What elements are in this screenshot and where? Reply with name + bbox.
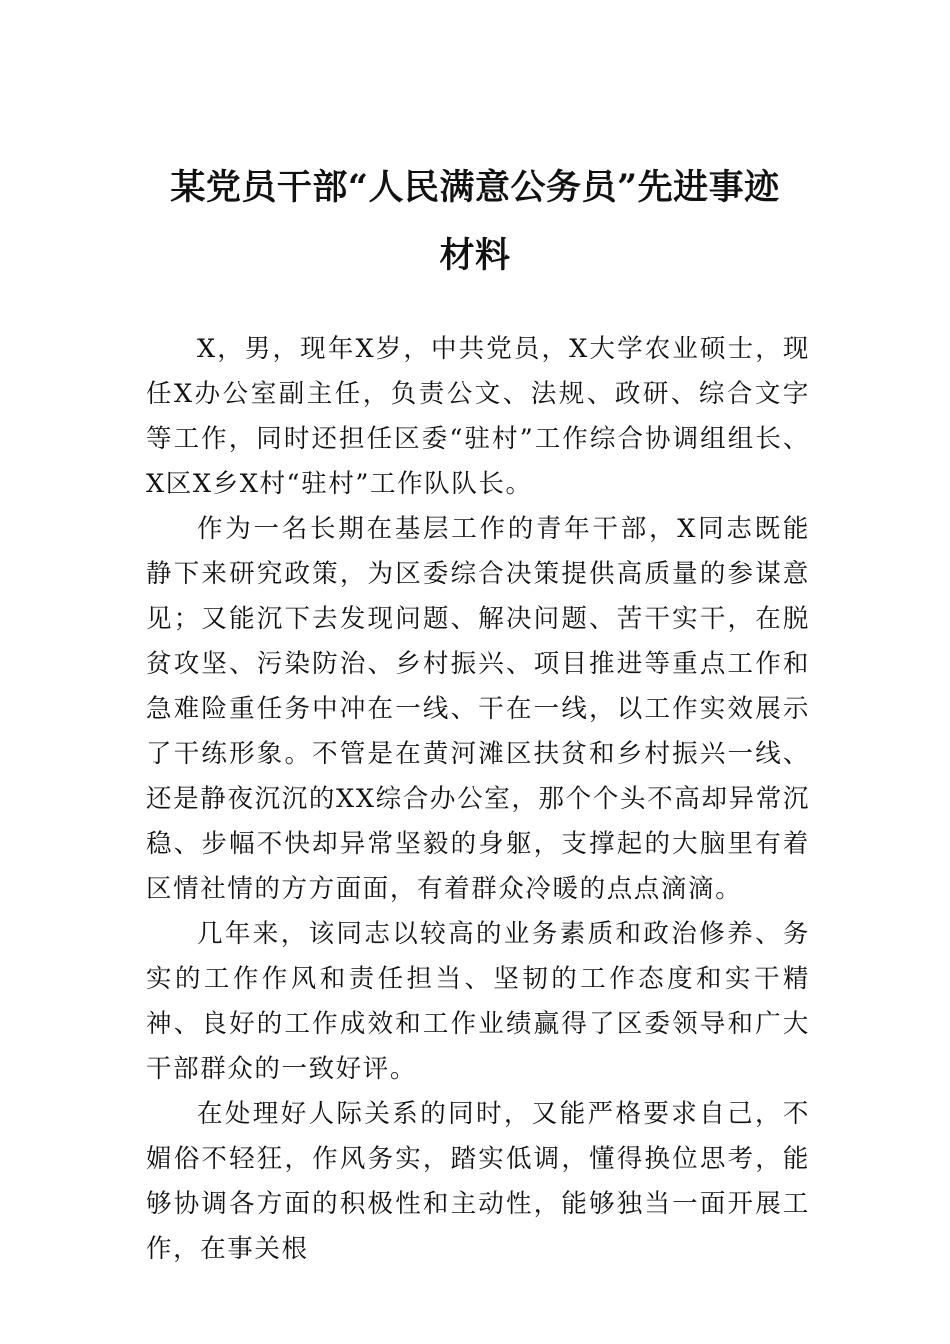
paragraph: 几年来，该同志以较高的业务素质和政治修养、务实的工作作风和责任担当、坚韧的工作态度和实干精神、良好的工作成效和工作业绩赢得了区委领导和广大干部群众的一致好评。 [146,919,810,1084]
document-body [146,327,810,1272]
paragraph: X，男，现年X岁，中共党员，X大学农业硕士，现任X办公室副主任，负责公文、法规、政研、综合文字等工作，同时还担任区委“驻村”工作综合协调组组长、X区X乡X村“驻村”工作队队长。 [146,334,810,499]
paragraph: 作为一名长期在基层工作的青年干部，X同志既能静下来研究政策，为区委综合决策提供高质量的参谋意见；又能沉下去发现问题、解决问题、苦干实干，在脱贫攻坚、污染防治、乡村振兴、项目推进等重点工作和急难险重任务中冲在一线、干在一线，以工作实效展示了干练形象。不管是在黄河滩区扶贫和乡村振兴一线、还是静夜沉沉的XX综合办公室，那个个头不高却异常沉稳、步幅不快却异常坚毅的身躯，支撑起的大脑里有着区情社情的方方面面，有着群众冷暖的点点滴滴。 [146,514,810,904]
document-title-line1: 某党员干部“人民满意公务员”先进事迹 [170,167,780,208]
document-title-line2: 材料 [439,235,511,276]
paragraph: 在处理好人际关系的同时，又能严格要求自己，不媚俗不轻狂，作风务实，踏实低调，懂得换位思考，能够协调各方面的积极性和主动性，能够独当一面开展工作，在事关根 [146,1099,810,1264]
